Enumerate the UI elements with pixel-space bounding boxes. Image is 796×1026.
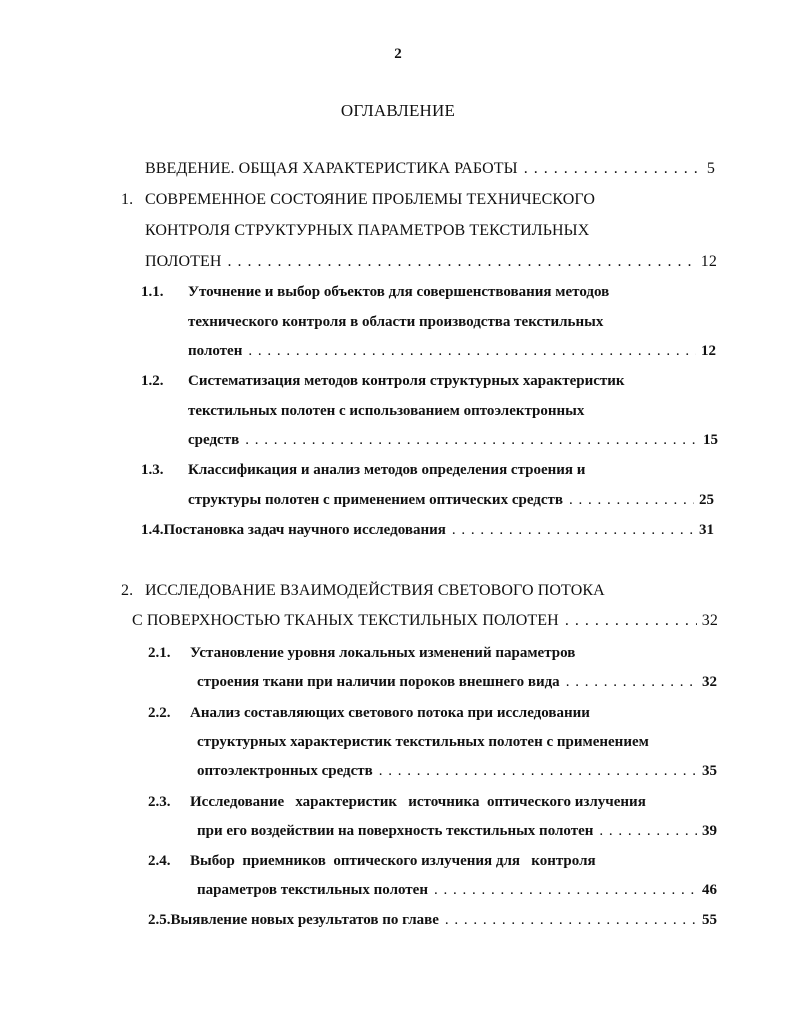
- leader-dots: [379, 763, 697, 780]
- toc-page-number: 25: [699, 492, 714, 508]
- section-title-line: структурных характеристик текстильных полотен с применением: [197, 734, 649, 750]
- toc-page-number: 12: [701, 343, 716, 359]
- leader-dots: [566, 674, 697, 691]
- leader-dots: [228, 253, 696, 271]
- section-title-line: строения ткани при наличии пороков внешнего вида: [197, 674, 560, 690]
- section-number: 2.4.: [148, 853, 171, 869]
- section-2-4-line-1: [148, 853, 596, 875]
- chapter-number: 1.: [121, 191, 134, 208]
- leader-dots: [569, 492, 694, 509]
- section-1-3-line-2: [188, 492, 714, 514]
- section-number: 2.2.: [148, 705, 171, 721]
- toc-page-number: 12: [700, 253, 717, 270]
- section-1-3-line-1: [141, 462, 585, 484]
- leader-dots: [248, 343, 696, 360]
- section-title-line: Уточнение и выбор объектов для совершенствования методов: [188, 284, 610, 300]
- page-number: 2: [394, 46, 402, 62]
- toc-page-number: 5: [706, 160, 715, 177]
- section-title-line: Классификация и анализ методов определения строения и: [188, 462, 586, 478]
- toc-page-number: 55: [702, 912, 717, 928]
- section-title-line: при его воздействии на поверхность текстильных полотен: [197, 823, 594, 839]
- section-title-line: Выбор приемников оптического излучения для контроля: [190, 853, 596, 869]
- section-title-line: полотен: [188, 343, 243, 359]
- section-2-2-line-1: [148, 705, 590, 727]
- section-1-4-line-1: [141, 522, 714, 544]
- section-title-line: структуры полотен с применением оптических средств: [188, 492, 563, 508]
- leader-dots: [524, 160, 702, 178]
- section-1-2-line-1: [141, 373, 625, 395]
- section-2-3-line-2: [197, 823, 717, 845]
- section-2-4-line-2: [197, 882, 717, 904]
- section-number: 2.5.: [148, 912, 171, 928]
- section-title-line: параметров текстильных полотен: [197, 882, 428, 898]
- section-number: 2.3.: [148, 794, 171, 810]
- chapter-1-line-2: [145, 222, 589, 244]
- section-title-line: технического контроля в области производства текстильных: [188, 314, 604, 330]
- toc-page-number: 46: [702, 882, 717, 898]
- section-title-line: Выявление новых результатов по главе: [170, 912, 439, 928]
- toc-page-number: 31: [699, 522, 714, 538]
- leader-dots: [599, 823, 697, 840]
- section-title-line: Постановка задач научного исследования: [163, 522, 446, 538]
- toc-page-number: 32: [701, 612, 718, 629]
- chapter-number: 2.: [121, 582, 134, 599]
- section-1-2-line-2: [188, 403, 584, 425]
- leader-dots: [565, 612, 697, 630]
- chapter-title-line: СОВРЕМЕННОЕ СОСТОЯНИЕ ПРОБЛЕМЫ ТЕХНИЧЕСКОГО: [145, 191, 596, 208]
- section-number: 2.1.: [148, 645, 171, 661]
- section-title-line: Установление уровня локальных изменений параметров: [190, 645, 576, 661]
- section-title-line: средств: [188, 432, 240, 448]
- leader-dots: [445, 912, 697, 929]
- chapter-title-line: С ПОВЕРХНОСТЬЮ ТКАНЫХ ТЕКСТИЛЬНЫХ ПОЛОТЕН: [132, 612, 559, 629]
- section-number: 1.4.: [141, 522, 164, 538]
- chapter-2-line-1: [121, 582, 605, 604]
- section-title-line: Анализ составляющих светового потока при исследовании: [190, 705, 590, 721]
- leader-dots: [452, 522, 694, 539]
- toc-title: ОГЛАВЛЕНИЕ: [340, 101, 456, 120]
- toc-page-number: 15: [703, 432, 718, 448]
- chapter-2-line-2: [132, 612, 718, 634]
- section-1-1-line-3: [188, 343, 716, 365]
- toc-entry-intro: [145, 160, 715, 182]
- section-title-line: Систематизация методов контроля структурных характеристик: [188, 373, 625, 389]
- section-1-1-line-1: [141, 284, 609, 306]
- toc-entry-text: ВВЕДЕНИЕ. ОБЩАЯ ХАРАКТЕРИСТИКА РАБОТЫ: [145, 160, 518, 177]
- chapter-1-line-1: [121, 191, 595, 213]
- toc-page-number: 35: [702, 763, 717, 779]
- section-2-3-line-1: [148, 794, 646, 816]
- section-title-line: Исследование характеристик источника оптического излучения: [190, 794, 646, 810]
- section-2-1-line-2: [197, 674, 717, 696]
- section-2-2-line-3: [197, 763, 717, 785]
- section-1-1-line-2: [188, 314, 603, 336]
- chapter-title-line: КОНТРОЛЯ СТРУКТУРНЫХ ПАРАМЕТРОВ ТЕКСТИЛЬНЫХ: [145, 222, 590, 239]
- leader-dots: [434, 882, 697, 899]
- section-number: 1.2.: [141, 373, 164, 389]
- section-2-2-line-2: [197, 734, 649, 756]
- toc-page-number: 32: [702, 674, 717, 690]
- leader-dots: [245, 432, 698, 449]
- section-2-5-line-1: [148, 912, 717, 934]
- section-number: 1.3.: [141, 462, 164, 478]
- chapter-1-line-3: [145, 253, 717, 275]
- chapter-title-line: ИССЛЕДОВАНИЕ ВЗАИМОДЕЙСТВИЯ СВЕТОВОГО ПОТОКА: [145, 582, 605, 599]
- section-2-1-line-1: [148, 645, 575, 667]
- section-title-line: текстильных полотен с использованием оптоэлектронных: [188, 403, 585, 419]
- section-number: 1.1.: [141, 284, 164, 300]
- toc-page-number: 39: [702, 823, 717, 839]
- section-title-line: оптоэлектронных средств: [197, 763, 373, 779]
- chapter-title-line: ПОЛОТЕН: [145, 253, 222, 270]
- section-1-2-line-3: [188, 432, 718, 454]
